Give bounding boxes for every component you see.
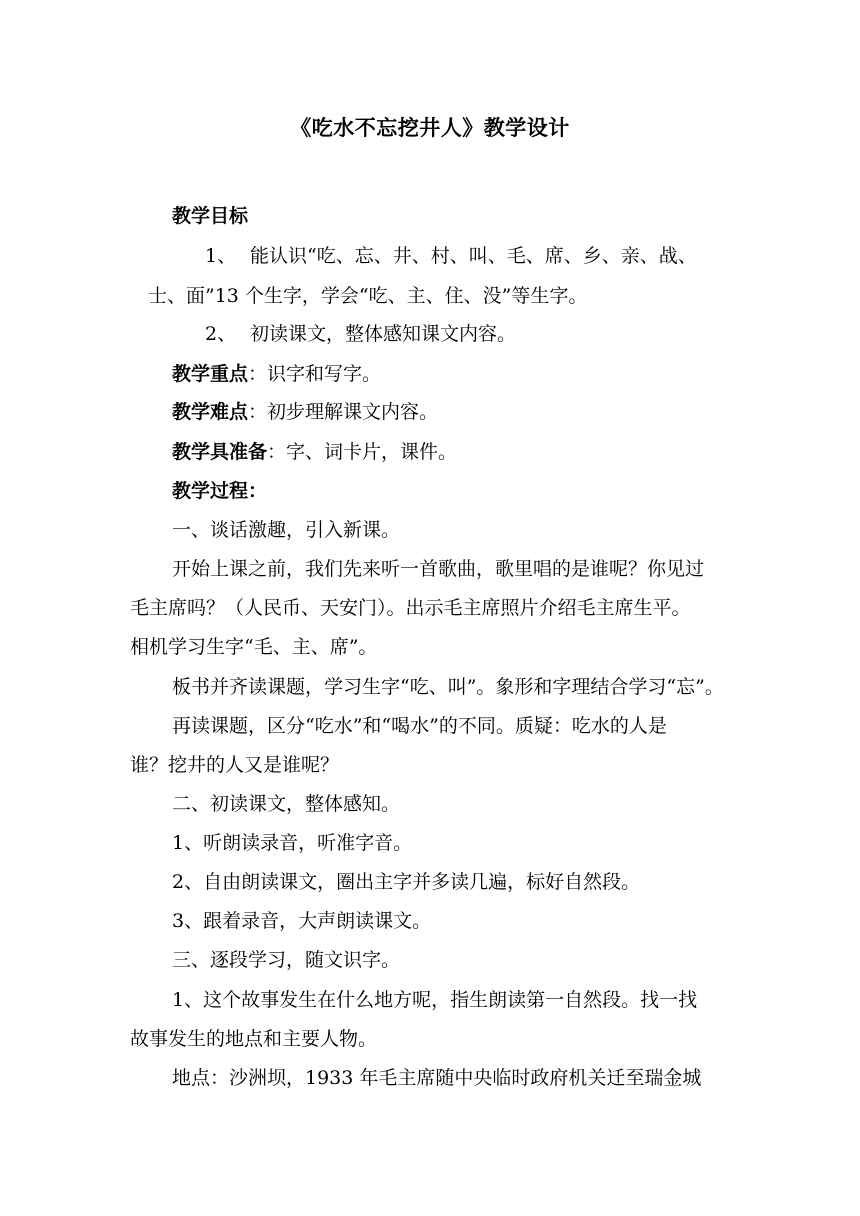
section1-paragraph3-line2: 谁？挖井的人又是谁呢？: [130, 754, 340, 776]
section2-item3: 3、跟着录音，大声朗读课文。: [172, 910, 432, 932]
section3-heading: 三、逐段学习，随文识字。: [172, 949, 401, 971]
preparation-line: [172, 438, 457, 466]
difficulty-text: ：初步理解课文内容。: [248, 401, 439, 423]
section1-paragraph3-line1: 再读课题，区分“吃水”和“喝水”的不同。质疑：吃水的人是: [172, 715, 667, 737]
section3-item1-line1: 1、这个故事发生在什么地方呢，指生朗读第一自然段。找一找: [172, 989, 698, 1011]
section1-paragraph2: 板书并齐读课题，学习生字“吃、叫”。象形和字理结合学习“忘”。: [172, 676, 724, 698]
difficulty-line: [172, 398, 438, 426]
goals-heading: 教学目标: [172, 205, 249, 227]
key-point-text: ：识字和写字。: [248, 363, 382, 385]
goal2-number: 2、: [205, 323, 237, 345]
preparation-text: ：字、词卡片，课件。: [267, 441, 458, 463]
section3-place-line1: 地点：沙洲坝，1933 年毛主席随中央临时政府机关迁至瑞金城: [172, 1067, 702, 1089]
section2-item1: 1、听朗读录音，听准字音。: [172, 832, 413, 854]
section1-paragraph1-line2: 毛主席吗？（人民币、天安门）。出示毛主席照片介绍毛主席生平。: [130, 597, 691, 619]
difficulty-label: 教学难点: [172, 401, 249, 423]
section3-item1-line2: 故事发生的地点和主要人物。: [130, 1028, 378, 1050]
section1-heading: 一、谈话激趣，引入新课。: [172, 519, 401, 541]
goal1-number: 1、: [205, 245, 237, 267]
key-point-line: [172, 360, 381, 388]
section1-paragraph1-line3: 相机学习生字“毛、主、席”。: [130, 636, 378, 658]
preparation-label: 教学具准备: [172, 441, 268, 463]
section2-item2: 2、自由朗读课文，圈出主字并多读几遍，标好自然段。: [172, 871, 641, 893]
process-heading: 教学过程：: [172, 480, 268, 502]
goal1-text-line1: 能认识“吃、忘、井、村、叫、毛、席、乡、亲、战、: [250, 245, 697, 267]
section1-paragraph1-line1: 开始上课之前，我们先来听一首歌曲，歌里唱的是谁呢？你见过: [172, 558, 705, 580]
goal2-text: 初读课文，整体感知课文内容。: [250, 323, 517, 345]
goal1-text-line2: 士、面”13 个生字，学会“吃、主、住、没”等生字。: [148, 285, 588, 307]
key-point-label: 教学重点: [172, 363, 249, 385]
document-title: 《吃水不忘挖井人》教学设计: [290, 116, 570, 140]
section2-heading: 二、初读课文，整体感知。: [172, 793, 401, 815]
